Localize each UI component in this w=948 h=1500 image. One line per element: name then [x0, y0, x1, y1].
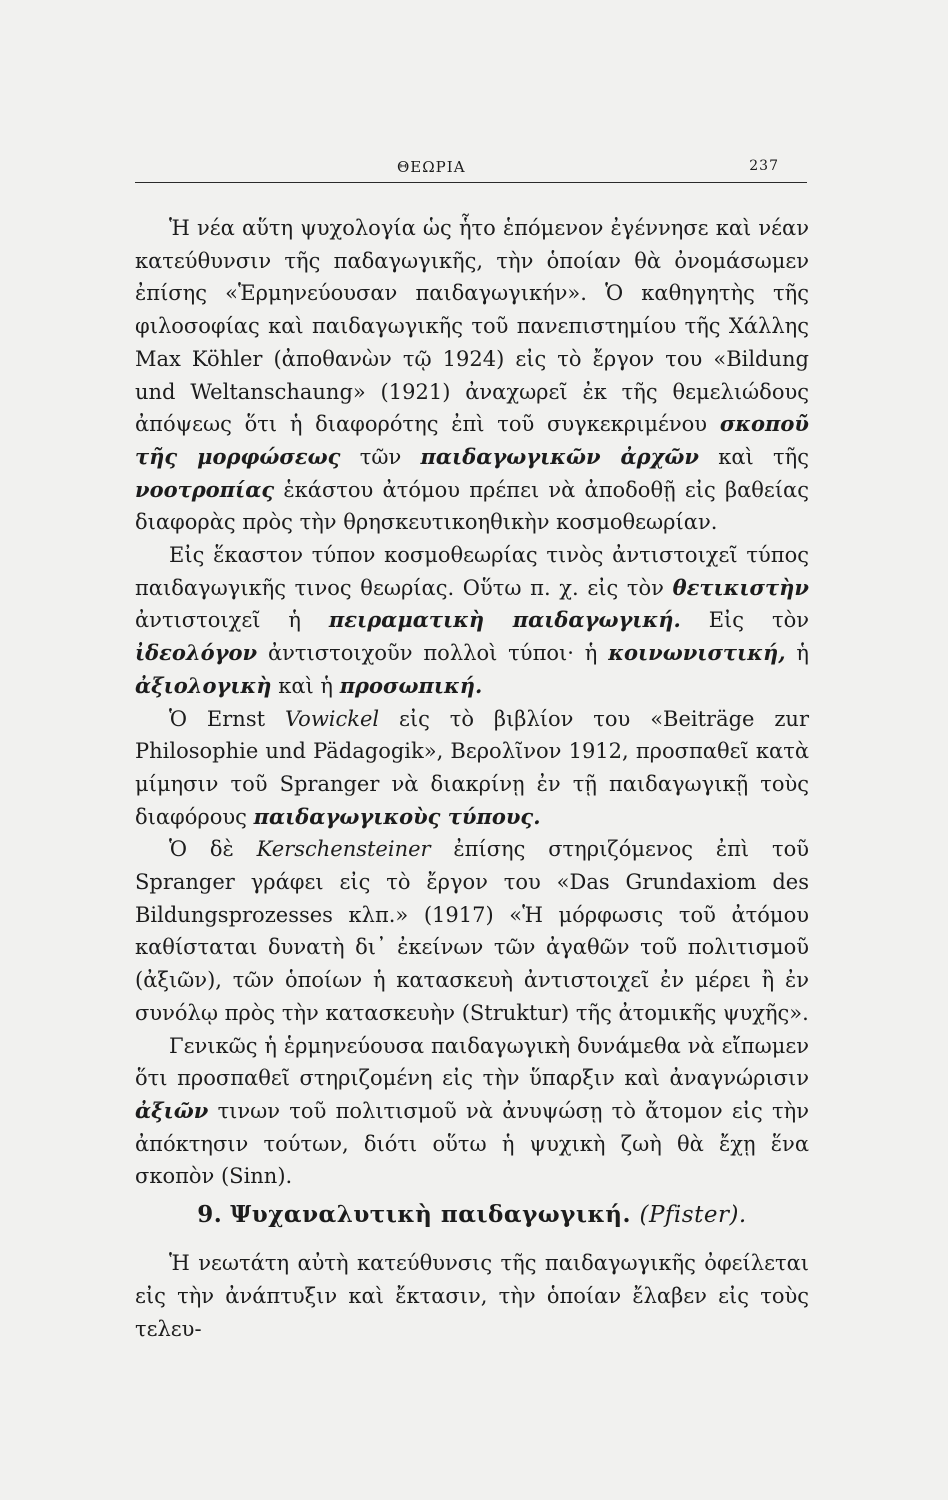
paragraph-3	[135, 703, 809, 834]
emphasis: ἀξιῶν	[135, 1097, 209, 1123]
text-run: καὶ ἡ	[271, 673, 340, 698]
text-run: Ἡ νεωτάτη αὐτὴ κατεύθυνσις τῆς παιδαγωγικῆς ὀφείλεται εἰς τὴν ἀνάπτυξιν καὶ ἔκτασιν, τὴν ὁποίαν ἔλαβεν εἰς τοὺς τελευ-	[135, 1251, 809, 1341]
text-run: ἐπίσης στηριζόμενος ἐπὶ τοῦ Spranger γράφει εἰς τὸ ἔργον του «Das Grundaxiom des Bildungsprozesses κλπ.» (1917) «Ἡ μόρφωσις τοῦ ἀτόμου καθίσταται δυνατὴ δι᾽ ἐκείνων τῶν ἀγαθῶν τοῦ πολιτισμοῦ (ἀξιῶν), τῶν ὁποίων ἡ κατασκευὴ ἀντιστοιχεῖ ἐν μέρει ἢ ἐν συνόλῳ πρὸς τὴν κατασκευὴν (Struktur) τῆς ἀτομικῆς ψυχῆς».	[135, 837, 810, 1025]
section-heading	[135, 1195, 809, 1235]
text-run: τῶν	[340, 444, 421, 469]
emphasis: προσωπική.	[339, 672, 483, 698]
text-run: ἀντιστοιχεῖ ἡ	[135, 608, 329, 633]
emphasis: πειραματικὴ παιδαγωγική.	[328, 607, 681, 633]
text-run: Εἰς ἕκαστον τύπον κοσμοθεωρίας τινὸς ἀντιστοιχεῖ τύπος παιδαγωγικῆς τινος θεωρίας. Οὕτω π. χ. εἰς τὸν	[135, 543, 809, 600]
paragraph-1	[135, 212, 809, 539]
text-run: ἡ	[785, 641, 809, 666]
body-text	[135, 212, 809, 1345]
emphasis: παιδαγωγικοὺς τύπους.	[253, 803, 541, 829]
emphasis: παιδαγωγικῶν ἀρχῶν	[420, 443, 699, 469]
text-run: εἰς τὸ βιβλίον του «Beiträge zur Philosophie und Pädagogik», Βερολῖνον 1912, προσπαθεῖ κατὰ μίμησιν τοῦ Spranger νὰ διακρίνῃ ἐν τῇ παιδαγωγικῇ τοὺς διαφόρους	[135, 706, 809, 829]
author-name: Vowickel	[284, 706, 380, 731]
paragraph-5	[135, 1030, 809, 1194]
text-run: τινων τοῦ πολιτισμοῦ νὰ ἀνυψώσῃ τὸ ἄτομον εἰς τὴν ἀπόκτησιν τούτων, διότι οὕτω ἡ ψυχικὴ ζωὴ θὰ ἔχῃ ἕνα σκοπὸν (Sinn).	[135, 1098, 809, 1189]
emphasis: νοοτροπίας	[135, 476, 275, 502]
author-name: Kerschensteiner	[256, 837, 431, 862]
emphasis: ἰδεολόγον	[135, 640, 258, 666]
section-title: Ψυχαναλυτικὴ παιδαγωγική.	[230, 1201, 631, 1229]
text-run: Ὁ Ernst	[169, 706, 285, 731]
emphasis: σκοποῦ τῆς μορφώσεως	[135, 411, 809, 469]
text-run: Ἡ νέα αὕτη ψυχολογία ὡς ἧτο ἑπόμενον ἐγέννησε καὶ νέαν κατεύθυνσιν τῆς παδαγωγικῆς, τὴν ὁποίαν θὰ ὀνομάσωμεν ἐπίσης «Ἑρμηνεύουσαν παιδαγωγικήν». Ὁ καθηγητὴς τῆς φιλοσοφίας καὶ παιδαγωγικῆς τοῦ πανεπιστημίου τῆς Χάλλης Max Köhler (ἀποθανὼν τῷ 1924) εἰς τὸ ἔργον του «Bildung und Weltanschaung» (1921) ἀναχωρεῖ ἐκ τῆς θεμελιώδους ἀπόψεως ὅτι ἡ διαφορότης ἐπὶ τοῦ συγκεκριμένου	[135, 216, 809, 437]
paragraph-6	[135, 1247, 809, 1345]
emphasis: κοινωνιστική,	[608, 640, 786, 666]
paragraph-4	[135, 833, 809, 1029]
running-header	[135, 156, 807, 183]
section-author: (Pfister).	[639, 1202, 747, 1229]
text-run: ἀντιστοιχοῦν πολλοὶ τύποι· ἡ	[257, 641, 609, 666]
emphasis: ἀξιολογικὴ	[135, 672, 272, 698]
emphasis: θετικιστὴν	[672, 574, 809, 600]
page-number: 237	[749, 158, 779, 174]
text-run: ἑκάστου ἀτόμου πρέπει νὰ ἀποδοθῇ εἰς βαθείας διαφορὰς πρὸς τὴν θρησκευτικοηθικὴν κοσμοθεωρίαν.	[135, 477, 809, 535]
text-run: Ὁ δὲ	[169, 837, 257, 862]
text-run: Εἰς τὸν	[680, 608, 809, 633]
text-run: καὶ τῆς	[698, 444, 809, 469]
paragraph-2	[135, 539, 809, 703]
text-run: Γενικῶς ἡ ἑρμηνεύουσα παιδαγωγικὴ δυνάμεθα νὰ εἴπωμεν ὅτι προσπαθεῖ στηριζομένη εἰς τὴν ὕπαρξιν καὶ ἀναγνώρισιν	[135, 1033, 809, 1091]
header-title: ΘΕΩΡΙΑ	[397, 158, 466, 176]
section-number: 9.	[197, 1201, 223, 1229]
